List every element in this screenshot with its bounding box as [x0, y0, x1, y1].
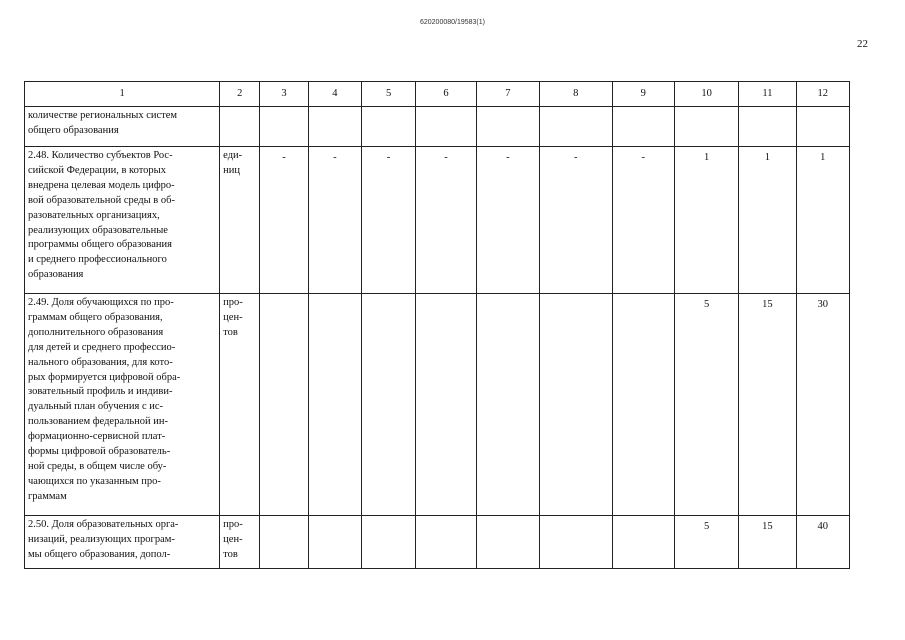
- value-cell: [308, 516, 361, 569]
- column-header: 10: [674, 82, 738, 107]
- value-cell: 1: [674, 147, 738, 294]
- value-cell: -: [612, 147, 674, 294]
- column-header: 8: [540, 82, 612, 107]
- value-cell: [260, 516, 308, 569]
- value-cell: [612, 294, 674, 516]
- table-row: [25, 147, 850, 294]
- column-header: 1: [25, 82, 220, 107]
- column-header: 11: [739, 82, 796, 107]
- value-cell: -: [476, 147, 539, 294]
- indicator-description: 2.49. Доля обучающихся по про- граммам общего образования, дополнительного образования для детей и среднего профессио- нального образования, для кото- рых формируется цифровой обра- зовательный профиль и индиви- дуальный план обучения с ис- пользованием федеральной ин- формационно-сервисной плат- формы цифровой образователь- ной среды, в общем числе обу- чающихся по указанным про- граммам: [25, 294, 220, 516]
- column-header: 4: [308, 82, 361, 107]
- value-cell: [476, 516, 539, 569]
- value-cell: 5: [674, 516, 738, 569]
- value-cell: -: [416, 147, 476, 294]
- value-cell: [260, 107, 308, 147]
- column-header: 7: [476, 82, 539, 107]
- value-cell: [362, 107, 416, 147]
- indicator-description: количестве региональных систем общего образования: [25, 107, 220, 147]
- value-cell: [540, 516, 612, 569]
- value-cell: 1: [739, 147, 796, 294]
- value-cell: [362, 294, 416, 516]
- value-cell: [416, 294, 476, 516]
- document-id: 620200080/19583(1): [419, 19, 485, 26]
- column-header: 9: [612, 82, 674, 107]
- column-header: 2: [220, 82, 260, 107]
- value-cell: [260, 294, 308, 516]
- value-cell: [476, 107, 539, 147]
- table-row: [25, 107, 850, 147]
- value-cell: 1: [796, 147, 849, 294]
- column-header: 12: [796, 82, 849, 107]
- value-cell: -: [308, 147, 361, 294]
- value-cell: [308, 294, 361, 516]
- value-cell: [476, 294, 539, 516]
- value-cell: 40: [796, 516, 849, 569]
- unit-cell: [220, 107, 260, 147]
- value-cell: -: [540, 147, 612, 294]
- unit-cell: про- цен- тов: [220, 294, 260, 516]
- value-cell: [674, 107, 738, 147]
- column-header-row: [25, 82, 850, 107]
- value-cell: 15: [739, 516, 796, 569]
- column-header: 6: [416, 82, 476, 107]
- value-cell: 30: [796, 294, 849, 516]
- value-cell: [540, 294, 612, 516]
- value-cell: -: [362, 147, 416, 294]
- value-cell: [612, 107, 674, 147]
- unit-cell: еди- ниц: [220, 147, 260, 294]
- value-cell: [308, 107, 361, 147]
- value-cell: [612, 516, 674, 569]
- indicator-description: 2.50. Доля образовательных орга- низаций, реализующих програм- мы общего образования, допол-: [25, 516, 220, 569]
- column-header: 5: [362, 82, 416, 107]
- column-header: 3: [260, 82, 308, 107]
- page-number: 22: [857, 38, 868, 50]
- value-cell: -: [260, 147, 308, 294]
- value-cell: [362, 516, 416, 569]
- value-cell: 5: [674, 294, 738, 516]
- value-cell: [416, 107, 476, 147]
- value-cell: [739, 107, 796, 147]
- value-cell: 15: [739, 294, 796, 516]
- table-row: [25, 516, 850, 569]
- indicators-table: [24, 81, 850, 569]
- table-row: [25, 294, 850, 516]
- value-cell: [416, 516, 476, 569]
- indicator-description: 2.48. Количество субъектов Рос- сийской Федерации, в которых внедрена целевая модель цифро- вой образовательной среды в об- разовательных организациях, реализующих образовательные программы общего образования и среднего профессионального образования: [25, 147, 220, 294]
- table-body: [25, 82, 850, 569]
- value-cell: [796, 107, 849, 147]
- unit-cell: про- цен- тов: [220, 516, 260, 569]
- value-cell: [540, 107, 612, 147]
